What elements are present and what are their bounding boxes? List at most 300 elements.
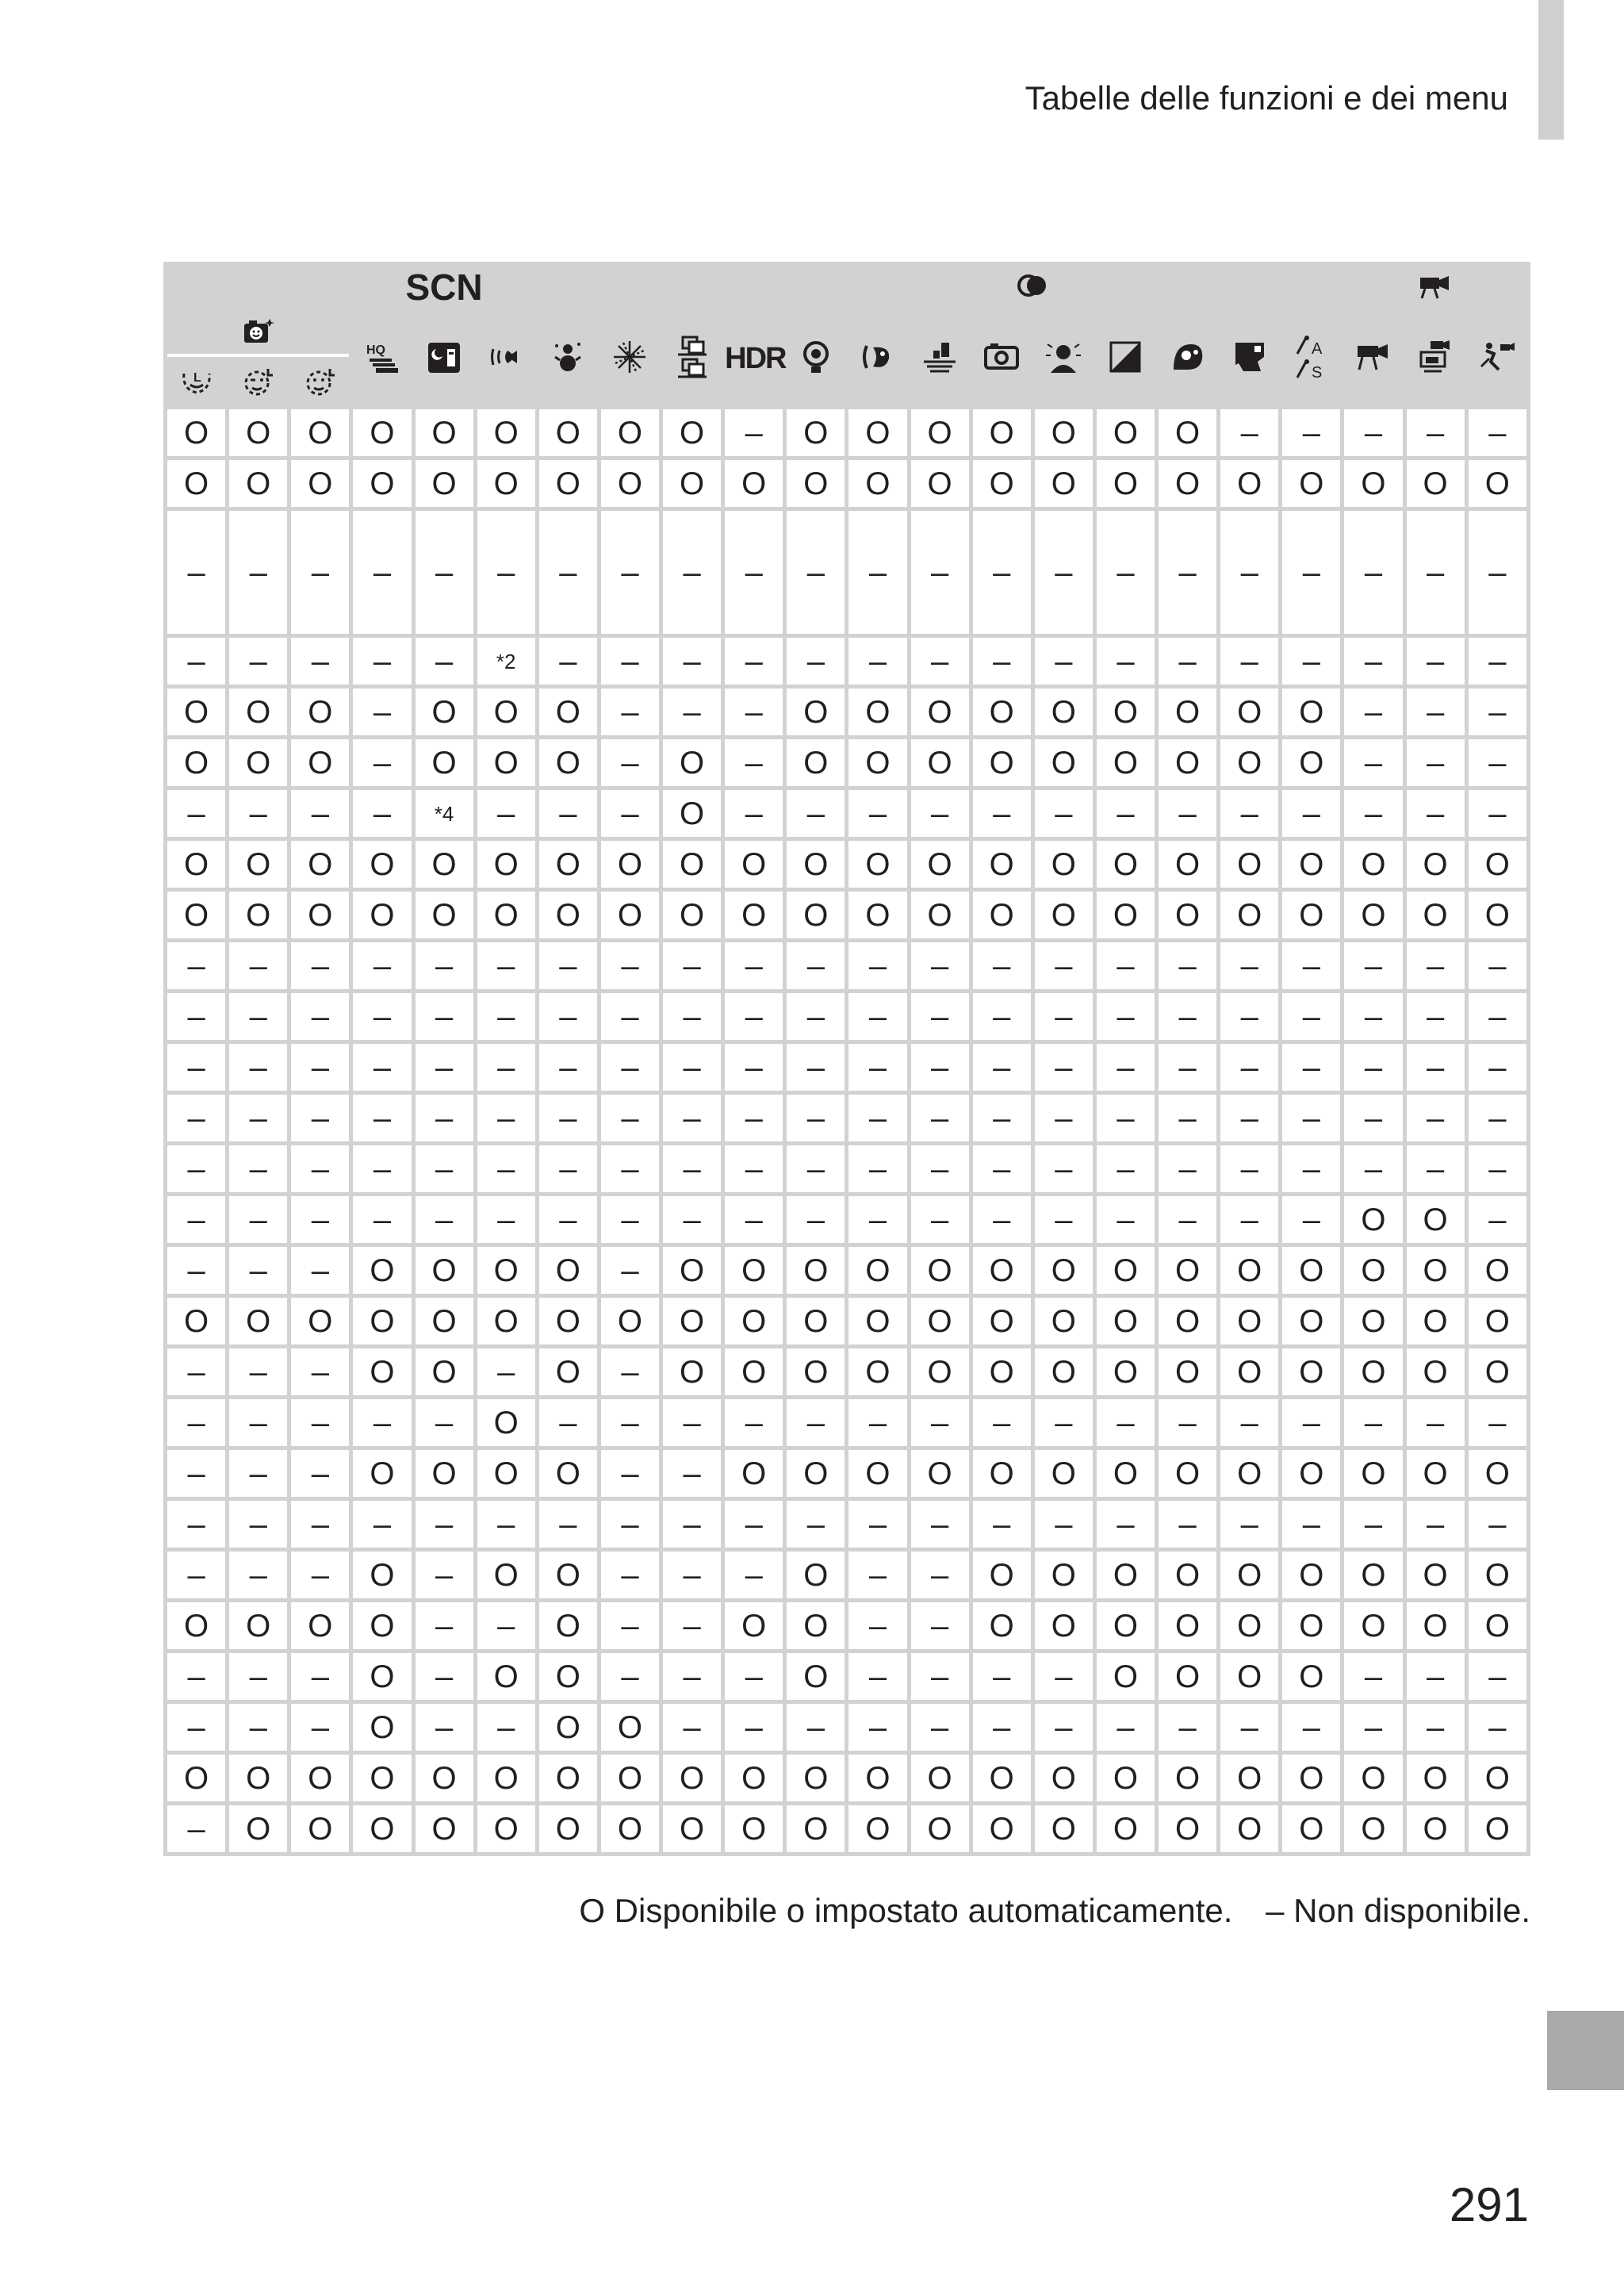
fish-eye-icon xyxy=(859,338,897,380)
col-header-toy-camera xyxy=(973,313,1031,405)
col-header-hq-burst xyxy=(353,313,411,405)
table-cell: – xyxy=(1469,942,1526,989)
table-cell: O xyxy=(1282,892,1340,938)
table-cell: – xyxy=(229,1044,287,1091)
table-cell: – xyxy=(663,1602,721,1649)
table-cell: – xyxy=(291,1399,349,1446)
table-cell: – xyxy=(229,790,287,837)
table-cell: O xyxy=(229,1805,287,1852)
table-cell: O xyxy=(167,409,225,456)
table-cell: – xyxy=(973,1501,1031,1548)
table-cell: – xyxy=(1344,790,1402,837)
table-cell: O xyxy=(848,409,906,456)
table-cell: – xyxy=(353,638,411,685)
table-cell: – xyxy=(1469,1653,1526,1700)
table-cell: O xyxy=(911,841,969,888)
table-cell: – xyxy=(787,1145,845,1192)
table-row xyxy=(167,1602,1526,1649)
table-cell: O xyxy=(973,841,1031,888)
table-cell: – xyxy=(539,638,597,685)
table-cell: – xyxy=(601,638,659,685)
table-cell: – xyxy=(601,1602,659,1649)
table-cell: O xyxy=(1220,1602,1278,1649)
table-cell: O xyxy=(1097,1653,1155,1700)
table-cell: – xyxy=(1469,689,1526,735)
table-cell: – xyxy=(1407,1399,1465,1446)
table-cell: – xyxy=(1220,1501,1278,1548)
table-cell: O xyxy=(353,1805,411,1852)
table-cell: – xyxy=(291,1501,349,1548)
table-cell: O xyxy=(911,409,969,456)
col-header-hdr xyxy=(725,313,786,405)
table-cell: – xyxy=(725,511,783,634)
table-cell: O xyxy=(1159,1348,1216,1395)
table-cell: O xyxy=(353,460,411,507)
table-cell: – xyxy=(539,993,597,1040)
table-cell: O xyxy=(229,1755,287,1801)
table-cell: – xyxy=(167,1704,225,1751)
table-cell: O xyxy=(1282,1805,1340,1852)
table-cell: O xyxy=(1344,892,1402,938)
table-cell: – xyxy=(911,1704,969,1751)
table-cell: – xyxy=(1097,993,1155,1040)
table-cell: O xyxy=(477,689,535,735)
table-cell: O xyxy=(167,1298,225,1344)
table-cell: – xyxy=(416,993,473,1040)
table-cell: O xyxy=(477,1399,535,1446)
table-cell: – xyxy=(911,1602,969,1649)
table-cell: – xyxy=(229,942,287,989)
table-cell: – xyxy=(229,1450,287,1497)
movie-standard-icon xyxy=(1354,338,1392,380)
table-cell: O xyxy=(911,739,969,786)
table-cell: O xyxy=(1407,460,1465,507)
table-cell: – xyxy=(1407,638,1465,685)
table-cell: – xyxy=(1159,1145,1216,1192)
soft-focus-icon xyxy=(1044,338,1082,380)
stitch-assist-icon xyxy=(673,336,711,382)
table-row xyxy=(167,1450,1526,1497)
table-cell: O xyxy=(229,460,287,507)
table-cell: O xyxy=(229,1298,287,1344)
table-cell: – xyxy=(167,1805,225,1852)
table-cell: – xyxy=(1035,1704,1093,1751)
table-cell: – xyxy=(663,1399,721,1446)
table-cell: O xyxy=(1220,1653,1278,1700)
table-cell: O xyxy=(1159,1755,1216,1801)
col-header-stitch-assist xyxy=(663,313,721,405)
table-cell: O xyxy=(353,1247,411,1294)
table-cell: O xyxy=(539,1704,597,1751)
table-cell: – xyxy=(1344,942,1402,989)
table-cell: – xyxy=(1469,1196,1526,1243)
table-cell: O xyxy=(539,1348,597,1395)
table-cell: O xyxy=(229,892,287,938)
table-cell: O xyxy=(787,1805,845,1852)
table-cell: – xyxy=(291,1044,349,1091)
table-cell: – xyxy=(848,1602,906,1649)
table-cell: – xyxy=(973,993,1031,1040)
table-cell: – xyxy=(663,1704,721,1751)
table-cell: O xyxy=(229,689,287,735)
table-cell: – xyxy=(353,790,411,837)
table-cell: – xyxy=(1344,1044,1402,1091)
table-cell: O xyxy=(353,1704,411,1751)
table-cell: O xyxy=(291,409,349,456)
table-cell: – xyxy=(353,1399,411,1446)
table-cell: – xyxy=(539,1145,597,1192)
legend-unavailable-symbol: – xyxy=(1266,1892,1285,1929)
table-cell: O xyxy=(477,409,535,456)
table-cell: O xyxy=(787,739,845,786)
table-cell: O xyxy=(1220,1755,1278,1801)
table-cell: – xyxy=(848,1552,906,1598)
table-cell: O xyxy=(1469,1755,1526,1801)
table-cell: O xyxy=(973,1450,1031,1497)
table-cell: O xyxy=(973,1805,1031,1852)
table-cell: – xyxy=(477,1501,535,1548)
table-cell: O xyxy=(1407,1552,1465,1598)
table-cell: – xyxy=(911,942,969,989)
table-cell: – xyxy=(973,1399,1031,1446)
table-cell: O xyxy=(973,689,1031,735)
table-cell: O xyxy=(848,739,906,786)
function-table xyxy=(163,262,1530,1856)
table-cell: – xyxy=(477,1196,535,1243)
face-self-timer-icon xyxy=(303,366,338,401)
group-header-scn xyxy=(167,266,721,309)
table-cell: – xyxy=(353,511,411,634)
table-cell: – xyxy=(1282,511,1340,634)
table-cell: O xyxy=(1220,1552,1278,1598)
table-cell: O xyxy=(416,841,473,888)
table-cell: – xyxy=(1035,942,1093,989)
table-cell: O xyxy=(1469,841,1526,888)
table-cell: O xyxy=(539,1450,597,1497)
table-cell: O xyxy=(601,1755,659,1801)
table-cell: O xyxy=(601,1805,659,1852)
table-cell: – xyxy=(1097,1196,1155,1243)
table-cell: – xyxy=(725,1399,783,1446)
table-cell: – xyxy=(416,1704,473,1751)
handheld-night-scene-icon xyxy=(425,338,463,380)
table-cell: O xyxy=(1097,409,1155,456)
table-cell: O xyxy=(1035,689,1093,735)
table-cell: O xyxy=(973,1298,1031,1344)
table-cell: O xyxy=(167,739,225,786)
col-header-monochrome xyxy=(1097,313,1155,405)
table-cell: – xyxy=(477,790,535,837)
table-cell: O xyxy=(477,892,535,938)
table-cell: O xyxy=(1344,841,1402,888)
table-cell: – xyxy=(1407,790,1465,837)
table-cell: – xyxy=(601,1552,659,1598)
table-cell: O xyxy=(1035,409,1093,456)
table-cell: O xyxy=(1344,1805,1402,1852)
table-cell: O xyxy=(725,892,783,938)
table-cell: – xyxy=(601,1450,659,1497)
table-cell: O xyxy=(1159,841,1216,888)
table-cell: O xyxy=(1035,1805,1093,1852)
table-cell: O xyxy=(848,689,906,735)
table-cell: O xyxy=(1344,1298,1402,1344)
table-cell: O xyxy=(1282,1247,1340,1294)
table-row xyxy=(167,1348,1526,1395)
table-cell: O xyxy=(1407,1805,1465,1852)
table-cell: O xyxy=(1159,409,1216,456)
table-cell: O xyxy=(911,1247,969,1294)
table-cell: – xyxy=(416,1653,473,1700)
table-cell: – xyxy=(291,790,349,837)
table-cell: – xyxy=(167,790,225,837)
table-cell: O xyxy=(291,1755,349,1801)
table-cell: O xyxy=(167,689,225,735)
table-cell: O xyxy=(416,409,473,456)
table-cell: O xyxy=(1407,841,1465,888)
table-cell: – xyxy=(291,1552,349,1598)
table-cell: – xyxy=(787,1095,845,1141)
table-cell: – xyxy=(663,1196,721,1243)
table-cell: O xyxy=(973,1755,1031,1801)
table-cell: – xyxy=(1344,511,1402,634)
table-cell: O xyxy=(725,1348,783,1395)
table-cell: – xyxy=(539,1196,597,1243)
table-cell: – xyxy=(1469,1145,1526,1192)
table-cell: O xyxy=(353,1552,411,1598)
col-header-color-accent-swap xyxy=(1282,313,1340,405)
table-cell: – xyxy=(353,1095,411,1141)
table-cell: O xyxy=(1220,1805,1278,1852)
miniature-icon xyxy=(921,338,959,380)
table-cell: – xyxy=(601,739,659,786)
table-cell: – xyxy=(725,1095,783,1141)
table-cell: O xyxy=(1407,1450,1465,1497)
table-cell: – xyxy=(1407,739,1465,786)
table-cell: – xyxy=(229,1196,287,1243)
table-cell: – xyxy=(291,942,349,989)
table-cell: O xyxy=(539,1552,597,1598)
scn-label: SCN xyxy=(405,267,483,308)
table-cell: – xyxy=(291,1196,349,1243)
table-cell: – xyxy=(1035,638,1093,685)
table-cell: – xyxy=(1035,1095,1093,1141)
table-cell: – xyxy=(848,1704,906,1751)
smart-shutter-icon xyxy=(241,316,276,351)
table-cell: O xyxy=(1469,1805,1526,1852)
table-cell: – xyxy=(1035,1501,1093,1548)
table-cell: O xyxy=(1097,1552,1155,1598)
table-cell: – xyxy=(725,409,783,456)
table-cell: – xyxy=(663,1145,721,1192)
table-cell: – xyxy=(973,790,1031,837)
table-cell: O xyxy=(291,892,349,938)
table-cell: – xyxy=(291,1653,349,1700)
table-cell: O xyxy=(1282,739,1340,786)
table-cell: – xyxy=(167,1196,225,1243)
table-cell: O xyxy=(1344,1247,1402,1294)
col-header-super-vivid xyxy=(1159,313,1216,405)
table-cell: O xyxy=(663,1348,721,1395)
table-cell: O xyxy=(539,409,597,456)
table-cell: O xyxy=(1220,892,1278,938)
table-cell: O xyxy=(229,409,287,456)
table-cell: – xyxy=(1220,942,1278,989)
table-cell: O xyxy=(416,1298,473,1344)
table-cell: – xyxy=(848,1145,906,1192)
table-cell: – xyxy=(973,1044,1031,1091)
table-cell: – xyxy=(787,993,845,1040)
table-cell: – xyxy=(1097,638,1155,685)
table-cell: O xyxy=(167,1755,225,1801)
table-cell: O xyxy=(787,460,845,507)
fireworks-icon xyxy=(611,338,649,380)
table-cell: – xyxy=(725,993,783,1040)
table-cell: – xyxy=(353,1501,411,1548)
table-cell: – xyxy=(601,1399,659,1446)
table-cell: O xyxy=(1097,460,1155,507)
table-cell: – xyxy=(1282,1044,1340,1091)
table-cell: – xyxy=(663,1450,721,1497)
table-cell: – xyxy=(911,1044,969,1091)
table-cell: – xyxy=(601,1348,659,1395)
table-cell: O xyxy=(477,460,535,507)
table-cell: – xyxy=(1220,1095,1278,1141)
table-cell: – xyxy=(229,1399,287,1446)
col-header-movie-digest xyxy=(1407,313,1465,405)
table-cell: – xyxy=(1282,1196,1340,1243)
table-cell: O xyxy=(725,1247,783,1294)
table-cell: O xyxy=(291,739,349,786)
table-cell: O xyxy=(1097,1602,1155,1649)
table-cell: – xyxy=(1159,511,1216,634)
table-cell: – xyxy=(229,1145,287,1192)
table-cell: – xyxy=(1282,1095,1340,1141)
table-cell: O xyxy=(1159,1805,1216,1852)
table-cell: – xyxy=(1344,1653,1402,1700)
table-cell: – xyxy=(601,993,659,1040)
table-cell: O xyxy=(663,1755,721,1801)
table-cell: O xyxy=(1344,1196,1402,1243)
table-cell: O xyxy=(973,892,1031,938)
table-cell: O xyxy=(1220,739,1278,786)
table-cell: – xyxy=(1407,1704,1465,1751)
table-cell: O xyxy=(477,1247,535,1294)
table-cell: – xyxy=(291,993,349,1040)
table-cell: – xyxy=(601,511,659,634)
table-cell: O xyxy=(1035,1247,1093,1294)
col-header-miniature xyxy=(911,313,969,405)
table-cell: – xyxy=(1282,1704,1340,1751)
table-cell: O xyxy=(973,460,1031,507)
table-cell: – xyxy=(1159,993,1216,1040)
table-cell: O xyxy=(911,1298,969,1344)
col-header-fireworks xyxy=(601,313,659,405)
table-cell: O xyxy=(1097,841,1155,888)
table-cell: O xyxy=(725,1602,783,1649)
table-cell: – xyxy=(1407,511,1465,634)
table-cell: – xyxy=(1407,409,1465,456)
table-cell: – xyxy=(229,993,287,1040)
table-cell: O xyxy=(1220,460,1278,507)
table-cell: – xyxy=(167,1501,225,1548)
table-cell: – xyxy=(1159,1095,1216,1141)
table-cell: O xyxy=(973,1552,1031,1598)
table-cell: O xyxy=(1407,892,1465,938)
table-cell: – xyxy=(973,942,1031,989)
table-cell: – xyxy=(1097,1145,1155,1192)
table-cell: O xyxy=(911,1348,969,1395)
table-cell: O xyxy=(973,1247,1031,1294)
table-cell: – xyxy=(539,1044,597,1091)
table-cell: – xyxy=(1282,1501,1340,1548)
table-cell: – xyxy=(787,1044,845,1091)
table-cell: O xyxy=(663,460,721,507)
table-cell: O xyxy=(1035,739,1093,786)
table-row xyxy=(167,1044,1526,1091)
table-cell: – xyxy=(1344,1399,1402,1446)
table-cell: O xyxy=(911,1755,969,1801)
table-cell: – xyxy=(787,1704,845,1751)
table-cell: – xyxy=(353,1196,411,1243)
table-cell: O xyxy=(911,1805,969,1852)
table-cell: O xyxy=(1097,739,1155,786)
table-cell: – xyxy=(663,993,721,1040)
col-header-movie-standard xyxy=(1344,313,1402,405)
table-cell: O xyxy=(787,1450,845,1497)
table-cell: O xyxy=(477,1755,535,1801)
table-cell: – xyxy=(663,1552,721,1598)
legend-available-symbol: O xyxy=(579,1892,605,1929)
table-cell: O xyxy=(353,1755,411,1801)
table-cell: – xyxy=(291,1348,349,1395)
table-cell: O xyxy=(787,1552,845,1598)
table-cell: – xyxy=(1407,689,1465,735)
table-cell: – xyxy=(911,638,969,685)
table-cell: O xyxy=(1220,1450,1278,1497)
table-cell: – xyxy=(787,1501,845,1548)
table-cell: O xyxy=(1159,1552,1216,1598)
table-cell: O xyxy=(663,739,721,786)
table-cell: – xyxy=(1344,409,1402,456)
table-cell: – xyxy=(1097,511,1155,634)
table-cell: – xyxy=(1469,993,1526,1040)
table-cell: – xyxy=(291,1450,349,1497)
table-cell: O xyxy=(416,1247,473,1294)
table-cell: O xyxy=(973,409,1031,456)
table-cell: – xyxy=(1159,790,1216,837)
table-cell: – xyxy=(1159,1399,1216,1446)
table-cell: O xyxy=(229,1602,287,1649)
table-cell: O xyxy=(787,841,845,888)
table-cell: – xyxy=(848,511,906,634)
wink-self-timer-icon xyxy=(241,366,276,401)
movie-camera-icon xyxy=(1417,266,1454,309)
table-cell: O xyxy=(539,460,597,507)
table-cell: O xyxy=(416,1348,473,1395)
table-cell: O xyxy=(1159,1247,1216,1294)
page-header: Tabelle delle funzioni e dei menu xyxy=(1025,79,1508,117)
table-cell: O xyxy=(477,1653,535,1700)
table-cell: O xyxy=(416,892,473,938)
table-cell: O xyxy=(848,460,906,507)
nostalgic-icon xyxy=(797,338,835,380)
table-cell: O xyxy=(911,1450,969,1497)
table-row xyxy=(167,1298,1526,1344)
table-cell: – xyxy=(1282,1399,1340,1446)
table-cell: – xyxy=(663,689,721,735)
table-cell: O xyxy=(973,1348,1031,1395)
table-row xyxy=(167,1755,1526,1801)
